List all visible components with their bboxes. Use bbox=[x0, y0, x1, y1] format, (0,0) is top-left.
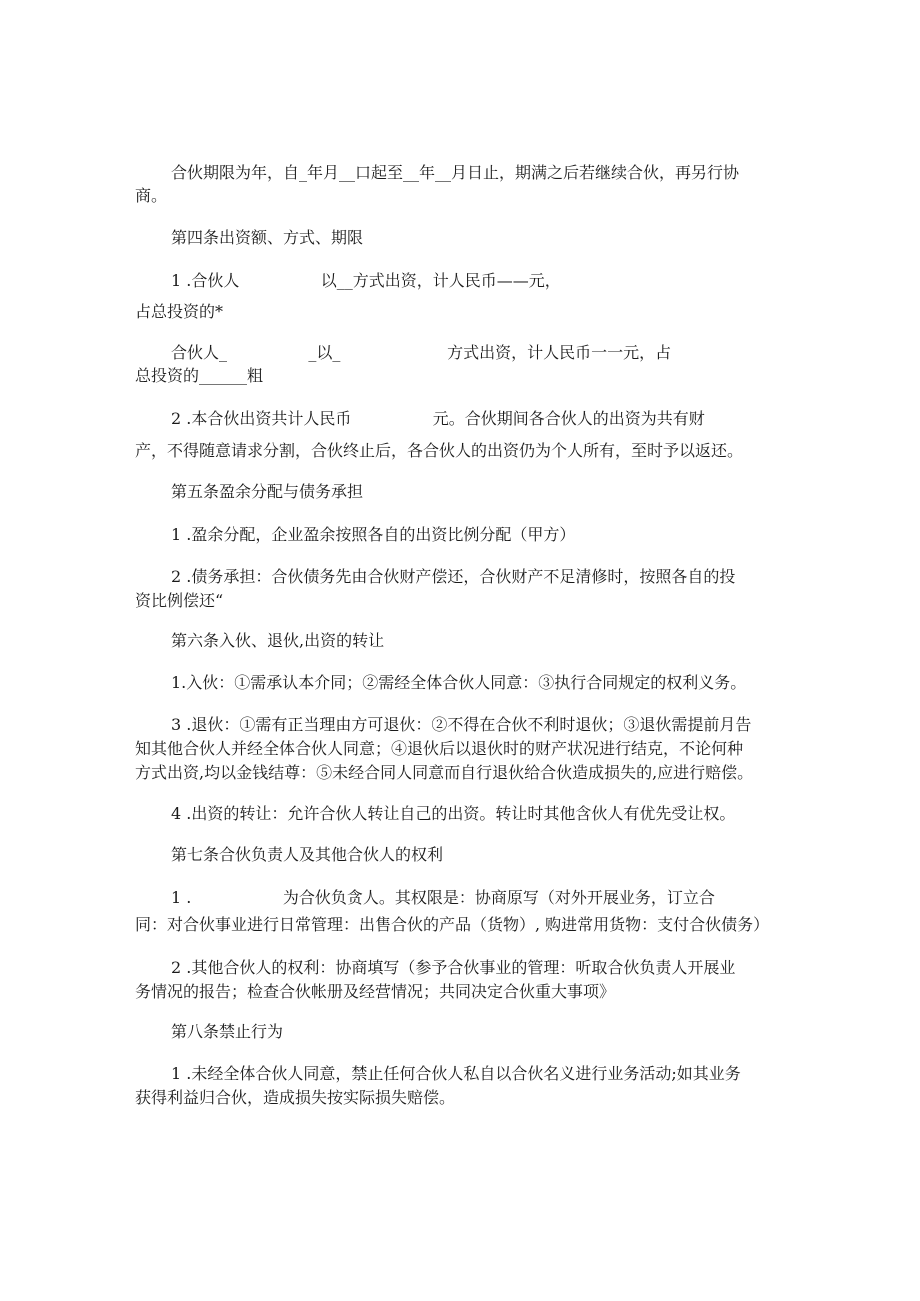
text-line: 1.入伙：①需承认本介同；②需经全体合伙人同意：③执行合同规定的权利义务。 bbox=[171, 673, 747, 692]
text-line: 占总投资的* bbox=[135, 302, 224, 321]
section-heading: 第六条入伙、退伙,出资的转让 bbox=[171, 631, 385, 650]
text-line: 2 .其他合伙人的权利：协商填写（参予合伙事业的管理：听取合伙负责人开展业 bbox=[171, 958, 736, 977]
text-line: 合伙期限为年，自_年月__口起至__年__月日止，期满之后若继续合伙，再另行协 bbox=[171, 163, 740, 182]
text-line: 总投资的______粗 bbox=[135, 366, 264, 385]
section-heading: 第五条盈余分配与债务承担 bbox=[171, 482, 364, 501]
text-line: 1 .合伙人 以__方式出资，计人民币——元， bbox=[171, 271, 561, 290]
text-line: 务情况的报告；检查合伙帐册及经营情况；共同决定合伙重大事项》 bbox=[135, 982, 616, 1001]
text-line: 同：对合伙事业进行日常管理：出售合伙的产品（货物）, 购进常用货物：支付合伙债务） bbox=[135, 915, 770, 934]
section-heading: 第七条合伙负责人及其他合伙人的权利 bbox=[171, 845, 444, 864]
text-line: 1 . 为合伙负贪人。其权限是：协商原写（对外开展业务，订立合 bbox=[171, 888, 715, 907]
text-line: 1 .盈余分配，企业盈余按照各自的出资比例分配（甲方） bbox=[171, 525, 576, 544]
text-line: 商。 bbox=[135, 186, 168, 205]
text-line: 1 .未经全体合伙人同意，禁止任何合伙人私自以合伙名义进行业务活动;如其业务 bbox=[171, 1064, 741, 1083]
text-line: 方式出资,均以金钱结尊：⑤未经合同人同意而自行退伙给合伙造成损失的,应进行赔偿。 bbox=[135, 763, 754, 782]
section-heading: 第八条禁止行为 bbox=[171, 1022, 284, 1041]
section-heading: 第四条出资额、方式、期限 bbox=[171, 228, 364, 247]
text-line: 资比例偿还“ bbox=[135, 591, 224, 610]
text-line: 2 .本合伙出资共计人民币 元。合伙期间各合伙人的出资为共有财 bbox=[171, 409, 705, 428]
text-line: 合伙人_ _以_ 方式出资，计人民币一一元，占 bbox=[171, 343, 672, 362]
text-line: 产，不得随意请求分割，合伙终止后，各合伙人的出资仍为个人所有，至时予以返还。 bbox=[135, 441, 744, 460]
text-line: 3 .退伙：①需有正当理由方可退伙：②不得在合伙不利时退伙；③退伙需提前月告 bbox=[171, 715, 752, 734]
text-line: 2 .债务承担：合伙债务先由合伙财产偿还，合伙财产不足清修时，按照各自的投 bbox=[171, 567, 736, 586]
text-line: 获得利益归合伙，造成损失按实际损失赔偿。 bbox=[135, 1088, 456, 1107]
text-line: 知其他合伙人并经全体合伙人同意；④退伙后以退伙时的财产状况进行结克，不论何种 bbox=[135, 739, 744, 758]
text-line: 4 .出资的转让：允许合伙人转让自己的出资。转让时其他含伙人有优先受让权。 bbox=[171, 804, 736, 823]
